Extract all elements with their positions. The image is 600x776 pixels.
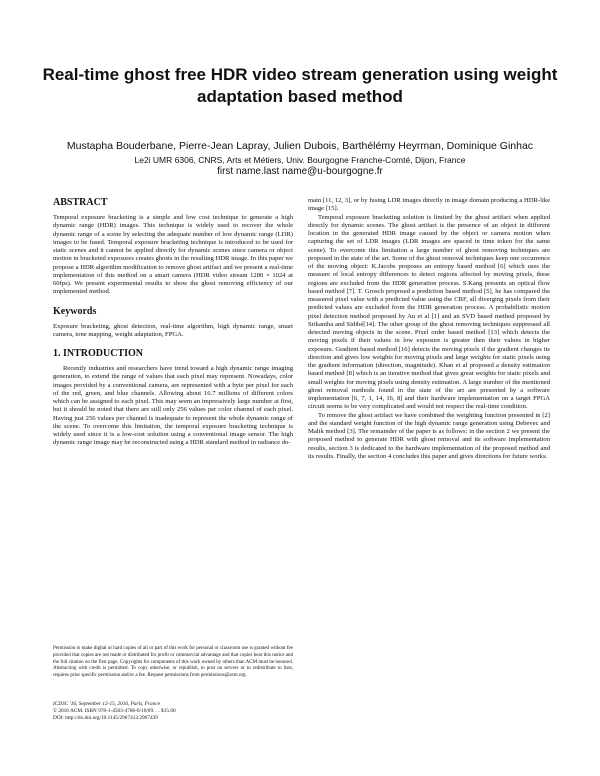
- doi-line: DOI: http://dx.doi.org/10.1145/2967413.2967439: [53, 715, 158, 721]
- conference-venue: ICDSC '16, September 12-15, 2016, Paris, France: [53, 701, 161, 707]
- right-column: [308, 197, 550, 461]
- right-paragraph-2: Temporal exposure bracketing solution is limited by the ghost artifact when applied directly for dynamic scenes. The ghost artifact is the presence of an object in different location in the generated HDR image caused by the object or camera motion when capturing the set of LDR images (LDR images are spaced in time token for the same scene). To overcome this limitation a large number of ghost removing techniques are proposed in the state of the art. Some of the ghost removal techniques keep one occurrence of the moving object: K.Jacobs proposes an entropy based method [6] which uses the measure of local entropy differences to detect regions affected by moving pixels, these regions are excluded from the HDR generation process. S.Kang presents an optical flow based method [7]. T. Grosch proposed a prediction based method [5], he has compared the measured pixel value with a predicted value using the CRF, all diverging pixels from their predicted values are excluded from the HDR generation process. A probabilistic motion pixel detection method proposed by An et al [1] and an SVD based method proposed by Srikantha and Sidibé[14]. The other group of the ghost removing techniques suppressed all detected moving objects in the scene. Pixel order based method [13] which detects the moving pixels if their values in low exposure is greater then their values in higher exposure. Gradient based method [16] detects the moving pixels if the gradient changes its direction and gives low weights for moving pixels and large weights for static pixels using the gradient information (direction, magnitude). Khan et al proposed a density estimation based method [8] which is an iterative method that gives great weights for static pixels and small weights for moving pixels using density estimation. A large number of the mentioned ghost removal methods found in the state of the art are presented by a software implementation [6, 7, 1, 14, 16, 8] and their hardware implementation on a target FPGA circuit seems to be very complicated and would not respect the real-time condition.: [308, 213, 550, 411]
- paper-title: Real-time ghost free HDR video stream generation using weight adaptation based method: [42, 65, 558, 106]
- keywords-heading: Keywords: [53, 305, 97, 317]
- abstract-text: Temporal exposure bracketing is a simple and low cost technique to generate a high dynamic range (HDR) images. This technique is widely used to recover the whole dynamic range of a scene by selecting the adequate number of low dynamic range (LDR) images to be fused. Temporal exposure bracketing technique is introduced to be used for static scenes and it cannot be applied directly for dynamic scenes since camera or object motion in bracketed exposures creates ghosts in the resulting HDR image. In this paper we propose a HDR algorithm modification to remove ghost artifact and we present a real-time implementation of this method on a smart camera (HDR video stream 1280 × 1024 at 60fps). We present experimental results to show the ghost removing efficiency of our implemented method.: [53, 214, 293, 296]
- author-list: Mustapha Bouderbane, Pierre-Jean Lapray, Julien Dubois, Barthélémy Heyrman, Dominique Ginhac: [66, 140, 534, 152]
- author-email: first name.last name@u-bourgogne.fr: [217, 166, 383, 177]
- keywords-text: Exposure bracketing, ghost detection, real-time algorithm, high dynamic range, smart camera, tone mapping, weight adaptation, FPGA.: [53, 322, 293, 338]
- permission-notice: Permission to make digital or hard copies of all or part of this work for personal or classroom use is granted without fee provided that copies are not made or distributed for profit or commercial advantage and that copies bear this notice and the full citation on the first page. Copyrights for components of this work owned by others than ACM must be honored. Abstracting with credit is permitted. To copy otherwise, or republish, to post on servers or to redistribute to lists, requires prior specific permission and/or a fee. Request permissions from permissions@acm.org.: [53, 646, 293, 679]
- copyright-line: © 2016 ACM. ISBN 978-1-4503-4786-0/16/09. . . $15.00: [53, 708, 176, 714]
- conference-info: [53, 701, 293, 722]
- right-paragraph-3: To remove the ghost artifact we have combined the weighting function presented in [2] and the standard weight function of the high dynamic range generation using Debevec and Malik method [3]. The remainder of the paper is as follows: in the section 2 we present the proposed method to generate HDR with ghost removal and its software implementation results, section 3 is dedicated to the hardware implementation of the proposed method and its results. Finally, the section 4 concludes this paper and gives directions for future works.: [308, 411, 550, 460]
- affiliation: Le2i UMR 6306, CNRS, Arts et Métiers, Univ. Bourgogne Franche-Comté, Dijon, France: [134, 155, 466, 165]
- introduction-heading: 1. INTRODUCTION: [53, 348, 144, 359]
- abstract-heading: ABSTRACT: [53, 197, 108, 208]
- left-column: [53, 197, 293, 448]
- right-paragraph-1: main [11, 12, 3], or by fusing LDR images directly in image domain producing a HDR-like image [15].: [308, 197, 550, 213]
- introduction-text: Recently industries and researchers have trend toward a high dynamic range imaging generation, to extend the range of values that each pixel may represent. Nowadays, color images provided by a conventional camera, are represented with a byte per pixel for each of the red, green, and blue channels. Allowing about 16.7 millions of different colors which can be assigned to each pixel. This may seem an impressively large number at first, but it should be noted that there are still only 256 values per color channel of each pixel. Having just 256 values per channel is inadequate to represent the whole dynamic range of the scene. To overcome this limitation, the temporal exposure bracketing technique is widely used since it is a low-cost solution using a conventional image sensor. The high dynamic range image may be reconstructed using a HDR standard method in radiance do-: [53, 365, 293, 447]
